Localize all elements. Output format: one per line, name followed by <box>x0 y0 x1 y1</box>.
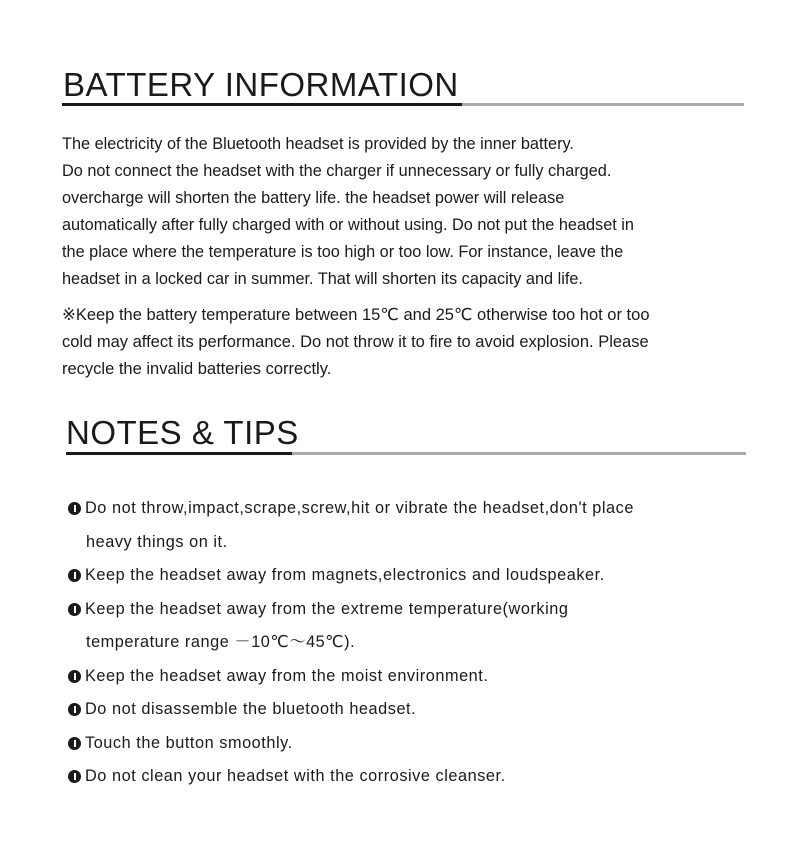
tip-text-continued: heavy things on it. <box>86 532 228 551</box>
battery-note-line: ※Keep the battery temperature between 15℃ and 25℃ otherwise too hot or too <box>62 306 650 324</box>
battery-temperature-note <box>62 302 752 383</box>
tip-item <box>68 660 634 694</box>
tip-text: Keep the headset away from the moist environment. <box>85 666 489 685</box>
exclamation-bullet-icon <box>68 770 81 783</box>
exclamation-bullet-icon <box>68 703 81 716</box>
tip-text-continued: temperature range －10℃～45℃). <box>86 633 356 651</box>
battery-paragraph-line: headset in a locked car in summer. That will shorten its capacity and life. <box>62 270 583 288</box>
exclamation-bullet-icon <box>68 502 81 515</box>
battery-information-heading: BATTERY INFORMATION <box>63 66 459 103</box>
tip-text: Do not clean your headset with the corrosive cleanser. <box>85 767 506 785</box>
notes-heading-underline-accent <box>66 452 292 455</box>
tip-item <box>68 593 634 660</box>
tip-text: Keep the headset away from magnets,electronics and loudspeaker. <box>85 566 605 584</box>
exclamation-bullet-icon <box>68 737 81 750</box>
notes-heading-underline <box>66 452 746 455</box>
battery-paragraph <box>62 131 752 293</box>
notes-tips-heading: NOTES & TIPS <box>66 414 299 451</box>
tip-text: Touch the button smoothly. <box>85 733 293 752</box>
battery-paragraph-line: the place where the temperature is too high or too low. For instance, leave the <box>62 243 624 261</box>
tips-list <box>68 492 634 794</box>
exclamation-bullet-icon <box>68 569 81 582</box>
battery-paragraph-line: overcharge will shorten the battery life. the headset power will release <box>62 189 565 207</box>
battery-heading-underline-accent <box>62 103 462 106</box>
exclamation-bullet-icon <box>68 670 81 683</box>
tip-item <box>68 492 634 559</box>
tip-text: Do not throw,impact,scrape,screw,hit or vibrate the headset,don't place <box>85 499 634 517</box>
tip-item <box>68 760 634 794</box>
battery-heading-underline <box>62 103 744 106</box>
battery-paragraph-line: The electricity of the Bluetooth headset is provided by the inner battery. <box>62 135 574 153</box>
tip-text: Do not disassemble the bluetooth headset. <box>85 700 417 718</box>
tip-text: Keep the headset away from the extreme temperature(working <box>85 599 569 618</box>
exclamation-bullet-icon <box>68 603 81 616</box>
tip-item <box>68 559 634 593</box>
tip-item <box>68 727 634 761</box>
battery-note-line: recycle the invalid batteries correctly. <box>62 360 332 378</box>
battery-paragraph-line: Do not connect the headset with the charger if unnecessary or fully charged. <box>62 162 612 180</box>
battery-note-line: cold may affect its performance. Do not throw it to fire to avoid explosion. Please <box>62 333 649 351</box>
battery-paragraph-line: automatically after fully charged with or without using. Do not put the headset in <box>62 216 634 234</box>
tip-item <box>68 693 634 727</box>
